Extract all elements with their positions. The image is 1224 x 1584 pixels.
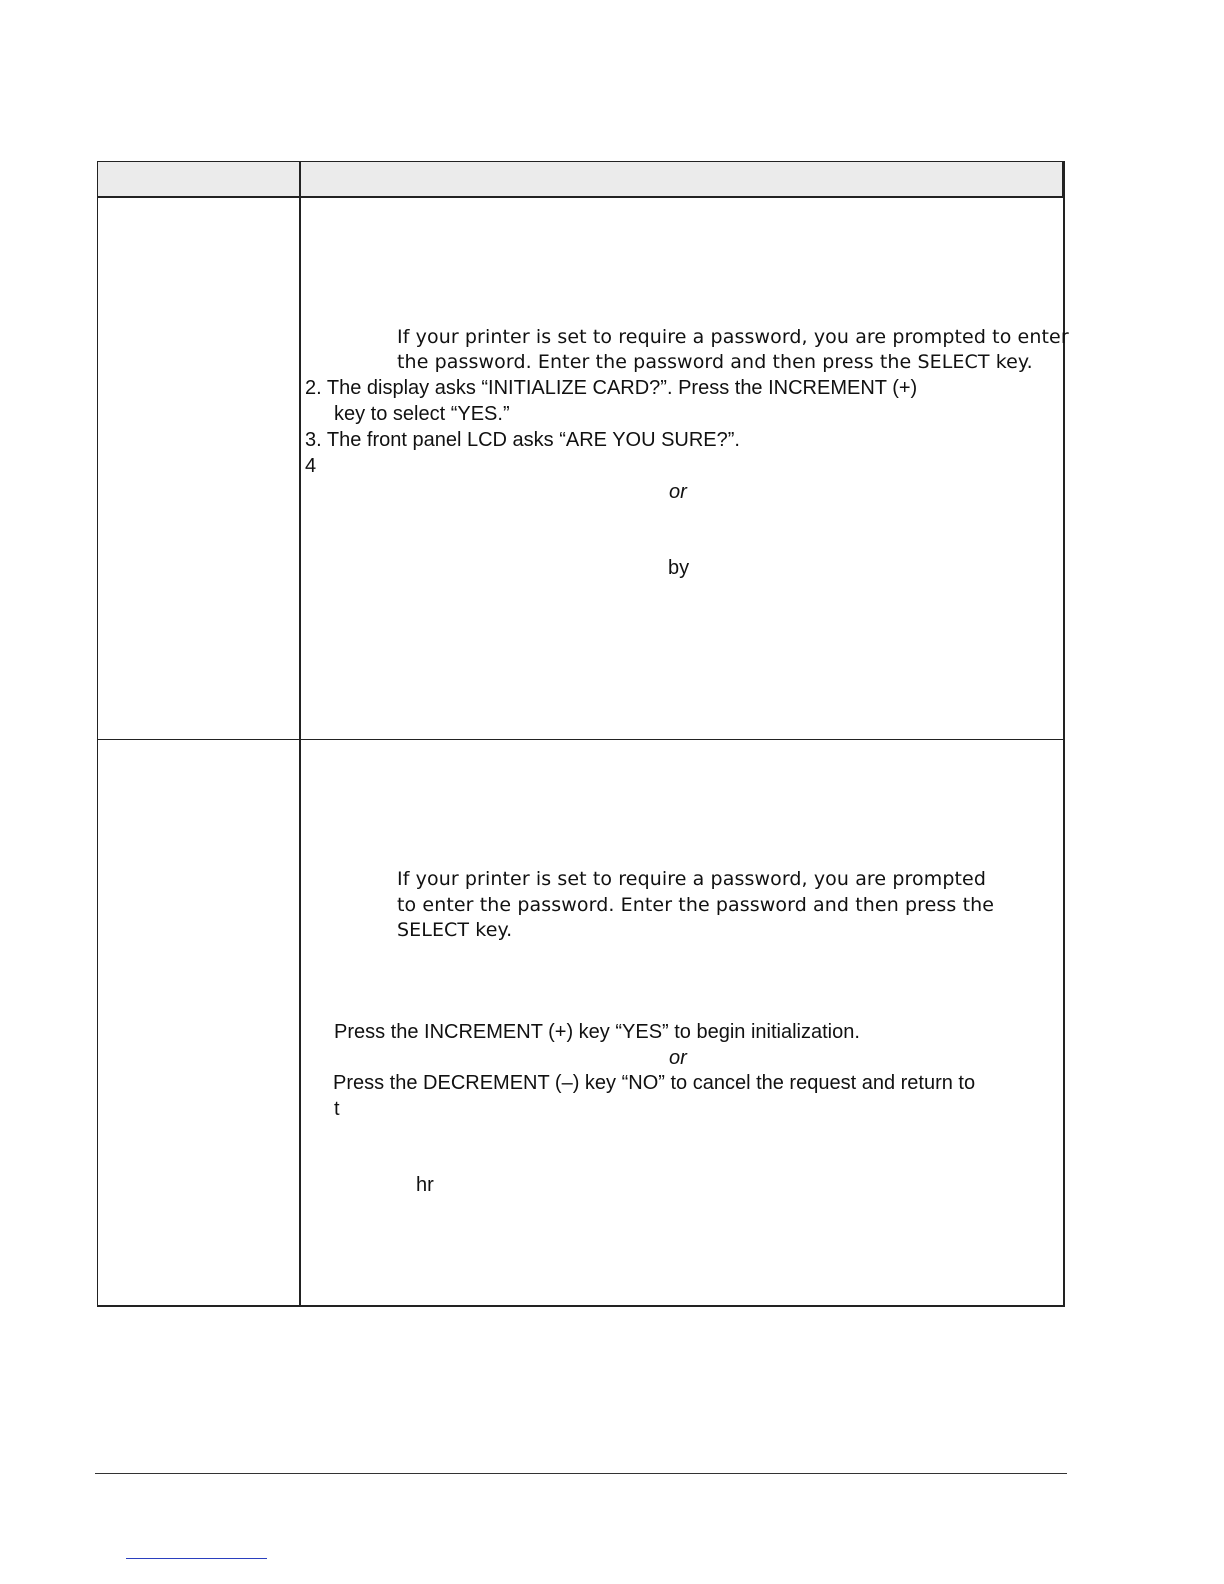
- row-divider-header: [97, 197, 1065, 198]
- by-word: by: [668, 557, 690, 579]
- step3-text: 3. The front panel LCD asks “ARE YOU SURE?”.: [305, 429, 740, 451]
- step4-fragment: 4: [305, 455, 317, 477]
- or-word-2: or: [669, 1047, 687, 1069]
- footer-rule: [95, 1473, 1067, 1474]
- or-word-1: or: [669, 481, 687, 503]
- decrement-instruction: Press the DECREMENT (–) key “NO” to cancel the request and return to: [333, 1072, 976, 1094]
- footer-link-underline[interactable]: [126, 1558, 267, 1559]
- password-note2-line2: to enter the password. Enter the password and then press the: [397, 894, 995, 916]
- password-note2-line3: SELECT key.: [397, 919, 513, 941]
- password-note2-line1: If your printer is set to require a password, you are prompted: [397, 868, 987, 890]
- step2-line2: key to select “YES.”: [334, 403, 510, 425]
- password-note-line1: If your printer is set to require a password, you are prompted to enter: [397, 326, 1069, 348]
- row-divider-section: [97, 739, 1065, 740]
- password-note-line2: the password. Enter the password and then press the SELECT key.: [397, 351, 1033, 373]
- column-divider: [299, 161, 301, 1307]
- step2-line1: 2. The display asks “INITIALIZE CARD?”. Press the INCREMENT (+): [305, 377, 918, 399]
- increment-instruction: Press the INCREMENT (+) key “YES” to begin initialization.: [334, 1021, 860, 1043]
- hr-fragment: hr: [416, 1174, 434, 1196]
- t-fragment: t: [334, 1098, 340, 1120]
